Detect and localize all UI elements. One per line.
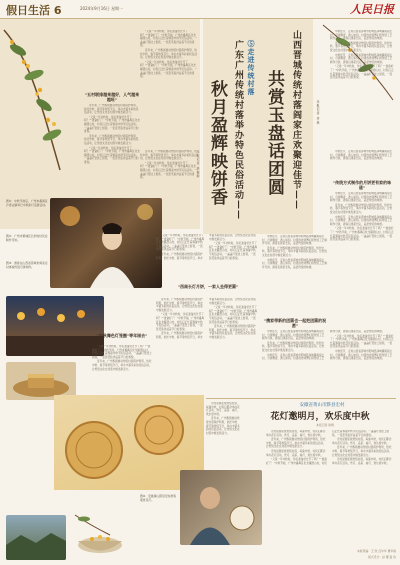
photo-lantern-parade: [6, 296, 104, 356]
caption-1: 图①：中秋节前后，广州市番禺区沙湾古镇举行中秋彩灯巡游活动。: [6, 199, 48, 207]
shanxi-body-4: 中秋佳节，走进山西省晋城市阳城县润城镇阎家庄村，月饼飘香，游人如织。村里的老师傅们用传统工艺制作月饼，游客们排起长队，品尝传统的味道。 近年来，广州积极推动传统村落保护利用，依托中秋、春节等传统节日，举办丰富多彩的民俗活动，让传统文化在村落中焕发新活力。 中秋佳节，走进山西省晋城市阳城县润城镇阎家庄村，月饼飘香，游人如织。村里的老师傅们用传统工艺制作月饼，游客们排起长队，品尝传统的味道。: [262, 235, 327, 269]
caption-2: 图②：广州市黄埔区长洲村村民在制作月饼。: [6, 234, 48, 242]
page-header: [0, 0, 400, 19]
footer-design: 版式设计：赵 娜 童 伟: [368, 555, 396, 559]
caption-4: 图④：安徽黄山黟县宏村游客观赏花灯。: [140, 494, 177, 502]
guangdong-body-5: 近年来，广州积极推动传统村落保护利用，依托中秋、春节等传统节日，举办丰富多彩的民俗活动，让传统文化在村落中焕发新活力。 “又是一年中秋时，你们准备好过节了吗？”“准备好了！”中秋节前，广州市番禺区化龙镇潭山村，村民们正忙着筹备中秋节民俗活动。一盏盏灯笼挂上街巷，一张张笑脸洋溢着节日的喜悦。 近年来，广州积极推动传统村落保护利用，依托中秋、春节等传统节日，举办丰富多彩的民俗活动，让传统文化在村落中焕发新活力。 “又是一年中秋时，你们准备好过节了吗？”“准备好了！”中秋节前，广州市番禺区化龙镇潭山村，村民们正忙着筹备中秋节民俗活动。一盏盏灯笼挂上街巷，一张张笑脸洋溢着节日的喜悦。 近年来，广州积极推动传统村落保护利用，依托中秋、春节等传统节日，举办丰富多彩的民俗活动，让传统文化在村落中焕发新活力。: [156, 298, 258, 339]
anhui-body: 宏村是国家级传统村落，每逢中秋，村民们都会举办花灯活动，赏月、品茶、看灯，欢乐度中秋。 近年来，广州积极推动传统村落保护利用，依托中秋、春节等传统节日，举办丰富多彩的民俗活动，让传统文化在村落中焕发新活力。 宏村是国家级传统村落，每逢中秋，村民们都会举办花灯活动，赏月、品茶、看灯，欢乐度中秋。 “又是一年中秋时，你们准备好过节了吗？”“准备好了！”中秋节前，广州市番禺区化龙镇潭山村，村民们正忙着筹备中秋节民俗活动。一盏盏灯笼挂上街巷，一张张笑脸洋溢着节日的喜悦。 宏村是国家级传统村落，每逢中秋，村民们都会举办花灯活动，赏月、品茶、看灯，欢乐度中秋。 近年来，广州积极推动传统村落保护利用，依托中秋、春节等传统节日，举办丰富多彩的民俗活动，让传统文化在村落中焕发新活力。 宏村是国家级传统村落，每逢中秋，村民们都会举办花灯活动，赏月、品茶、看灯，欢乐度中秋。: [266, 430, 392, 465]
guangdong-kicker: ⑤走进传统村落: [247, 40, 256, 96]
shanxi-deck: 山西晋城传统村落阎家庄欢聚迎佳节——: [291, 30, 301, 210]
newspaper-logo: 人民日报: [350, 3, 394, 16]
anhui-deck: 安徽省黄山市黟县宏村: [299, 403, 345, 408]
guangdong-subhead-3: “西南长灯月饼，一家人坐得更圆”: [177, 284, 239, 289]
guangdong-body-4: “又是一年中秋时，你们准备好过节了吗？”“准备好了！”中秋节前，广州市番禺区化龙镇潭山村，村民们正忙着筹备中秋节民俗活动。一盏盏灯笼挂上街巷，一张张笑脸洋溢着节日的喜悦。 近年来，广州积极推动传统村落保护利用，依托中秋、春节等传统节日，举办丰富多彩的民俗活动，让传统文化在村落中焕发新活力。 “又是一年中秋时，你们准备好过节了吗？”“准备好了！”中秋节前，广州市番禺区化龙镇潭山村，村民们正忙着筹备中秋节民俗活动。一盏盏灯笼挂上街巷，一张张笑脸洋溢着节日的喜悦。: [156, 234, 258, 260]
shanxi-body-3: 中秋佳节，走进山西省晋城市阳城县润城镇阎家庄村，月饼飘香，游人如织。村里的老师傅们用传统工艺制作月饼，游客们排起长队，品尝传统的味道。 近年来，广州积极推动传统村落保护利用，依托中秋、春节等传统节日，举办丰富多彩的民俗活动，让传统文化在村落中焕发新活力。 中秋佳节，走进山西省晋城市阳城县润城镇阎家庄村，月饼飘香，游人如织。村里的老师傅们用传统工艺制作月饼，游客们排起长队，品尝传统的味道。 “又是一年中秋时，你们准备好过节了吗？”“准备好了！”中秋节前，广州市番禺区化龙镇潭山村，村民们正忙着筹备中秋节民俗活动。一盏盏灯笼挂上街巷，一张张笑脸洋溢着节日的喜悦。: [330, 192, 394, 242]
anhui-byline: 本报记者 徐靖: [316, 423, 334, 427]
section-title: 假日生活 6: [6, 4, 62, 17]
photo-village-landscape: [6, 515, 66, 560]
shanxi-body-2: 中秋佳节，走进山西省晋城市阳城县润城镇阎家庄村，月饼飘香，游人如织。村里的老师傅们用传统工艺制作月饼，游客们排起长队，品尝传统的味道。: [330, 150, 393, 161]
anhui-body-left: 宏村是国家级传统村落，每逢中秋，村民们都会举办花灯活动，赏月、品茶、看灯，欢乐度中秋。 近年来，广州积极推动传统村落保护利用，依托中秋、春节等传统节日，举办丰富多彩的民俗活动，让传统文化在村落中焕发新活力。: [206, 402, 240, 435]
photo-costume-performer: [50, 198, 162, 288]
shanxi-subhead-1: “传统方式制作的月饼更有家的味道”: [332, 180, 392, 190]
guangdong-body-2: 近年来，广州积极推动传统村落保护利用，依托中秋、春节等传统节日，举办丰富多彩的民俗活动，让传统文化在村落中焕发新活力。 “又是一年中秋时，你们准备好过节了吗？”“准备好了！”中秋节前，广州市番禺区化龙镇潭山村，村民们正忙着筹备中秋节民俗活动。一盏盏灯笼挂上街巷，一张张笑脸洋溢着节日的喜悦。: [140, 150, 198, 180]
guangdong-byline: 本报记者 洪秋婷: [196, 150, 200, 179]
anhui-headline: 花灯邀明月，欢乐度中秋: [270, 412, 370, 422]
shanxi-body-1: 中秋佳节，走进山西省晋城市阳城县润城镇阎家庄村，月饼飘香，游人如织。村里的老师傅们用传统工艺制作月饼，游客们排起长队，品尝传统的味道。 近年来，广州积极推动传统村落保护利用，依托中秋、春节等传统节日，举办丰富多彩的民俗活动，让传统文化在村落中焕发新活力。 中秋佳节，走进山西省晋城市阳城县润城镇阎家庄村，月饼飘香，游人如织。村里的老师傅们用传统工艺制作月饼，游客们排起长队，品尝传统的味道。 “又是一年中秋时，你们准备好过节了吗？”“准备好了！”中秋节前，广州市番禺区化龙镇潭山村，村民们正忙着筹备中秋节民俗活动。一盏盏灯笼挂上街巷，一张张笑脸洋溢着节日的喜悦。: [330, 30, 394, 80]
guangdong-deck: 广东广州传统村落举办特色民俗活动——: [233, 40, 243, 220]
osmanthus-branch-icon: [0, 20, 80, 180]
shanxi-headline: 共赏玉盘话团圆: [264, 70, 284, 196]
section-divider: [206, 398, 396, 399]
shanxi-subhead-2: “携家带新的团圆也一起把团圆的祝愿”: [263, 318, 327, 328]
guangdong-subhead-1: “五村联排越来越好，人气越来越旺”: [84, 92, 140, 102]
shanxi-byline: 本报记者 乔林: [316, 100, 320, 125]
guangdong-body-1: 近年来，广州积极推动传统村落保护利用，依托中秋、春节等传统节日，举办丰富多彩的民俗活动，让传统文化在村落中焕发新活力。 “又是一年中秋时，你们准备好过节了吗？”“准备好了！”中秋节前，广州市番禺区化龙镇潭山村，村民们正忙着筹备中秋节民俗活动。一盏盏灯笼挂上街巷，一张张笑脸洋溢着节日的喜悦。 近年来，广州积极推动传统村落保护利用，依托中秋、春节等传统节日，举办丰富多彩的民俗活动，让传统文化在村落中焕发新活力。 “又是一年中秋时，你们准备好过节了吗？”“准备好了！”中秋节前，广州市番禺区化龙镇潭山村，村民们正忙着筹备中秋节民俗活动。一盏盏灯笼挂上街巷，一张张笑脸洋溢着节日的喜悦。: [84, 104, 140, 164]
guangdong-body-3: “又是一年中秋时，你们准备好过节了吗？”“准备好了！”中秋节前，广州市番禺区化龙镇潭山村，村民们正忙着筹备中秋节民俗活动。一盏盏灯笼挂上街巷，一张张笑脸洋溢着节日的喜悦。 近年来，广州积极推动传统村落保护利用，依托中秋、春节等传统节日，举办丰富多彩的民俗活动，让传统文化在村落中焕发新活力。: [92, 345, 152, 371]
guangdong-headline: 秋月盈辉映饼香: [207, 80, 227, 206]
guangdong-intro-text: “又是一年中秋时，你们准备好过节了吗？”“准备好了！”中秋节前，广州市番禺区化龙镇潭山村，村民们正忙着筹备中秋节民俗活动。一盏盏灯笼挂上街巷，一张张笑脸洋溢着节日的喜悦。 近年来，广州积极推动传统村落保护利用，依托中秋、春节等传统节日，举办丰富多彩的民俗活动，让传统文化在村落中焕发新活力。 “又是一年中秋时，你们准备好过节了吗？”“准备好了！”中秋节前，广州市番禺区化龙镇潭山村，村民们正忙着筹备中秋节民俗活动。一盏盏灯笼挂上街巷，一张张笑脸洋溢着节日的喜悦。: [140, 30, 198, 79]
guangdong-subhead-2: “中秋舞色灯笼圈”等年刚去”: [96, 333, 148, 338]
footer-editor: 本版责编：王 欣 吕中华 曹华娟: [356, 549, 396, 553]
issue-date: 2024年9月16日 星期一: [80, 6, 124, 11]
caption-3: 图③：游客在山西省晋城市阎家庄村体验传统月饼制作。: [6, 261, 48, 269]
shanxi-body-5: 中秋佳节，走进山西省晋城市阳城县润城镇阎家庄村，月饼飘香，游人如织。村里的老师傅们用传统工艺制作月饼，游客们排起长队，品尝传统的味道。 近年来，广州积极推动传统村落保护利用，依托中秋、春节等传统节日，举办丰富多彩的民俗活动，让传统文化在村落中焕发新活力。 中秋佳节，走进山西省晋城市阳城县润城镇阎家庄村，月饼飘香，游人如织。村里的老师傅们用传统工艺制作月饼，游客们排起长队，品尝传统的味道。 “又是一年中秋时，你们准备好过节了吗？”“准备好了！”中秋节前，广州市番禺区化龙镇潭山村，村民们正忙着筹备中秋节民俗活动。一盏盏灯笼挂上街巷，一张张笑脸洋溢着节日的喜悦。 中秋佳节，走进山西省晋城市阳城县润城镇阎家庄村，月饼飘香，游人如织。村里的老师傅们用传统工艺制作月饼，游客们排起长队，品尝传统的味道。: [262, 330, 394, 361]
photo-lantern-craftsman: [180, 470, 262, 545]
osmanthus-bowl-icon: [70, 505, 130, 560]
